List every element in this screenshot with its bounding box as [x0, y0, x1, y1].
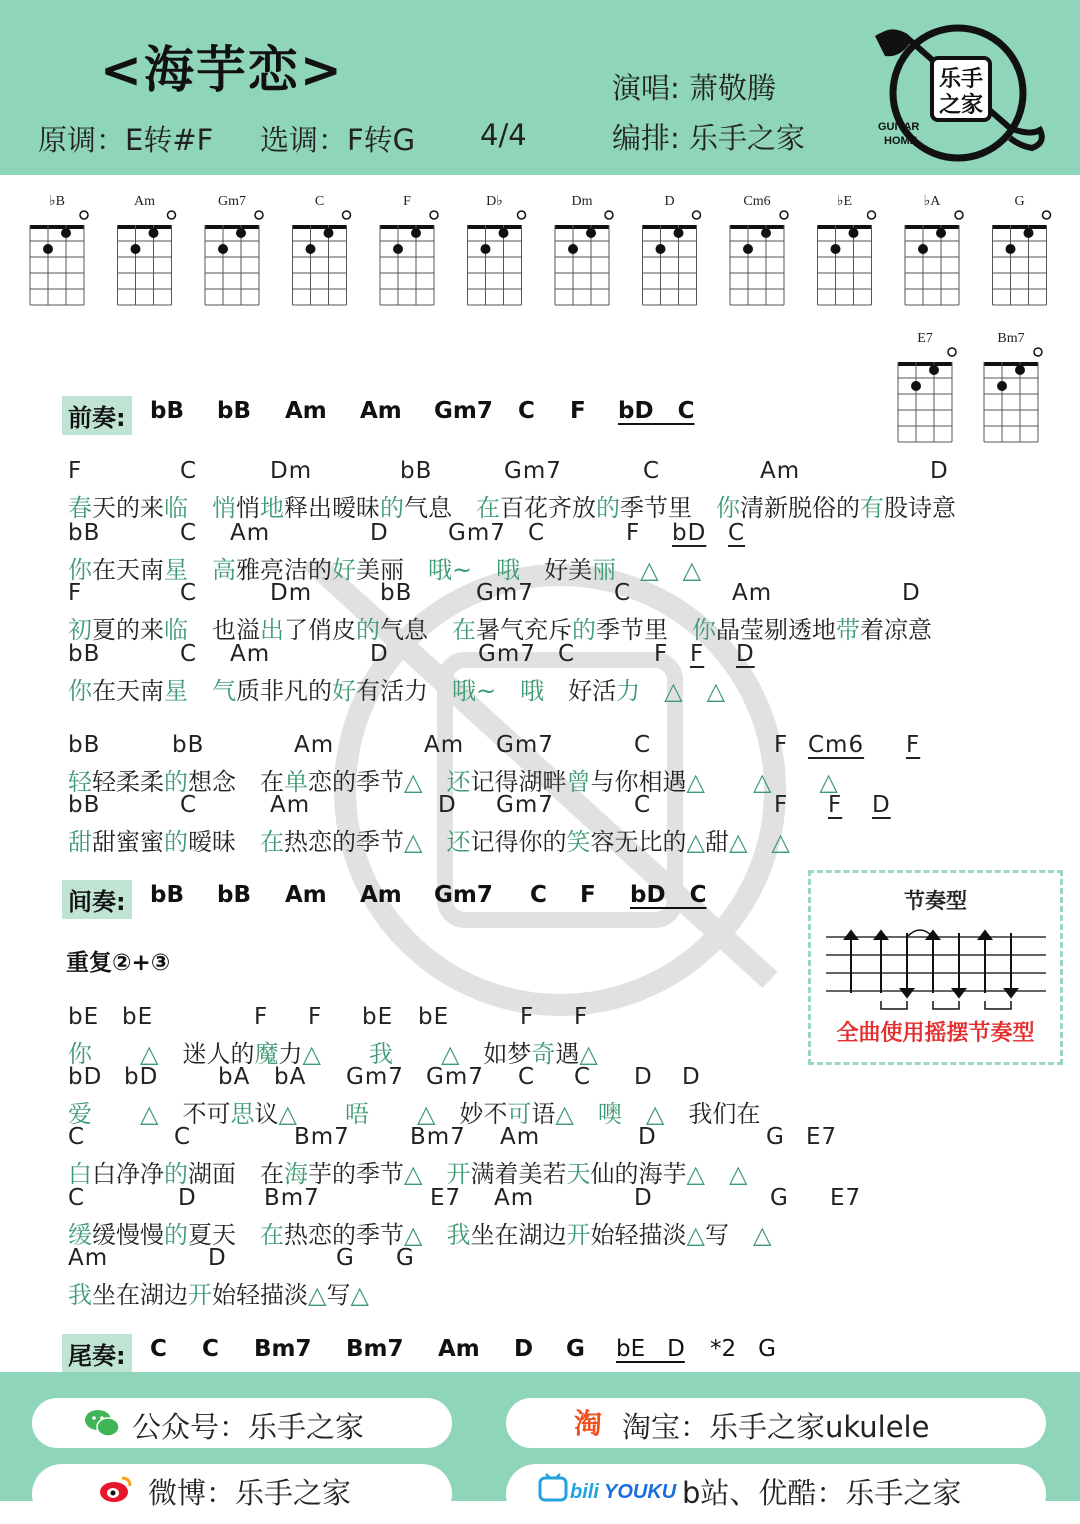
chord-diagram — [293, 194, 351, 305]
interlude-chord: F — [580, 882, 596, 908]
interlude-chord: Am — [285, 882, 327, 908]
arranger: 编排: 乐手之家 — [612, 121, 805, 155]
chord-name: Am — [134, 194, 155, 209]
original-key: 原调：E转#F — [38, 123, 214, 157]
singer: 演唱: 萧敬腾 — [612, 71, 776, 105]
lyric-line: 白白净净的湖面 在海芋的季节△ 开满着美若天仙的海芋△ △ — [68, 1160, 748, 1188]
chord-name: D♭ — [486, 194, 503, 209]
chord-diagram — [205, 194, 263, 305]
chord-diagram — [984, 331, 1042, 442]
guitar-home-logo-icon — [850, 18, 1050, 168]
interlude-chord-underlined: bD C — [630, 882, 707, 908]
lyric-line: 初夏的来临 也溢出了俏皮的气息 在暑气充斥的季节里 你晶莹剔透地带着凉意 — [68, 616, 932, 644]
outro-chord: Bm7 — [254, 1336, 312, 1362]
outro-chord: Bm7 — [346, 1336, 404, 1362]
wechat-icon — [84, 1408, 120, 1438]
chord-diagram — [555, 194, 613, 305]
interlude-chord: Gm7 — [434, 882, 493, 908]
youku-logo-text: YOUKU — [604, 1481, 677, 1503]
intro-chord: Am — [285, 398, 327, 424]
chord-diagram — [30, 194, 88, 305]
outro-label: 尾奏: — [62, 1334, 132, 1373]
chord-diagram — [118, 194, 176, 305]
svg-text:之家: 之家 — [938, 92, 984, 117]
chord-diagram — [468, 194, 526, 305]
chord-name: ♭B — [49, 194, 65, 209]
intro-chord-underlined: bD C — [618, 398, 695, 424]
lyric-line: 你在天南星 高雅亮洁的好美丽 哦~ 哦 好美丽 △ △ — [68, 556, 702, 584]
lyric-line: 甜甜蜜蜜的暧昧 在热恋的季节△ 还记得你的笑容无比的△甜△ △ — [68, 828, 790, 856]
lyric-line: 爱 △ 不可思议△ 唔 △ 妙不可语△ 噢 △ 我们在 — [68, 1100, 761, 1128]
bili-logo-text: bili — [570, 1481, 599, 1503]
intro-chord: bB — [217, 398, 251, 424]
interlude-chord: C — [530, 882, 547, 908]
chord-name: Gm7 — [218, 194, 246, 209]
intro-chord: bB — [150, 398, 184, 424]
weibo-pill — [32, 1464, 452, 1524]
chord-name: G — [1014, 194, 1025, 209]
chord-name: Cm6 — [743, 194, 771, 209]
outro-chord-underlined: bE D — [616, 1336, 685, 1362]
outro-chord: C — [202, 1336, 219, 1362]
taobao-icon — [574, 1407, 614, 1439]
lyric-line: 我坐在湖边开始轻描淡△写△ — [68, 1281, 369, 1309]
chord-name: Bm7 — [997, 331, 1025, 346]
svg-text:HOME: HOME — [884, 135, 917, 147]
chord-diagram — [380, 194, 438, 305]
lyric-line: 你 △ 迷人的魔力△ 我 △ 如梦奇遇△ — [68, 1040, 598, 1068]
chord-diagram — [993, 194, 1051, 305]
intro-chord: F — [570, 398, 586, 424]
lyric-line: 春天的来临 悄悄地释出暧昧的气息 在百花齐放的季节里 你清新脱俗的有股诗意 — [68, 494, 956, 522]
outro-chord: G — [566, 1336, 585, 1362]
chord-name: C — [314, 194, 325, 209]
time-signature: 4/4 — [480, 118, 527, 152]
chord-name: E7 — [917, 331, 933, 346]
intro-chord: C — [518, 398, 535, 424]
chord-name: F — [403, 194, 411, 209]
footer-banner — [0, 1372, 1080, 1510]
video-pill — [506, 1464, 1046, 1524]
lyric-line: 你在天南星 气质非凡的好有活力 哦~ 哦 好活力 △ △ — [68, 677, 726, 705]
taobao-pill — [506, 1398, 1046, 1448]
wechat-text: 公众号：乐手之家 — [132, 1410, 365, 1444]
taobao-text: 淘宝：乐手之家ukulele — [622, 1410, 930, 1444]
weibo-text: 微博：乐手之家 — [148, 1476, 352, 1510]
interlude-chord: Am — [360, 882, 402, 908]
interlude-label: 间奏: — [62, 880, 132, 919]
chord-diagram — [898, 331, 956, 442]
svg-text:GUITAR: GUITAR — [878, 121, 920, 133]
outro-repeat: *2 G — [710, 1336, 776, 1362]
chord-name: ♭A — [923, 194, 941, 209]
repeat-instruction: 重复②+③ — [66, 950, 171, 976]
rhythm-title: 节奏型 — [904, 889, 967, 913]
chord-diagram — [730, 194, 788, 305]
svg-text:淘: 淘 — [574, 1408, 603, 1439]
svg-text:乐手: 乐手 — [938, 66, 984, 91]
outro-chord: C — [150, 1336, 167, 1362]
interlude-chord: bB — [217, 882, 251, 908]
intro-chord: Gm7 — [434, 398, 493, 424]
strum-pattern-icon — [821, 923, 1051, 1013]
video-text: b站、优酷：乐手之家 — [682, 1476, 962, 1510]
chord-name: ♭E — [836, 194, 853, 209]
chord-name: Dm — [571, 194, 593, 209]
weibo-icon — [98, 1472, 134, 1504]
chord-diagram — [643, 194, 701, 305]
lyric-line: 缓缓慢慢的夏天 在热恋的季节△ 我坐在湖边开始轻描淡△写 △ — [68, 1221, 772, 1249]
chord-diagram — [905, 194, 963, 305]
chord-diagram — [818, 194, 876, 305]
outro-chord: Am — [438, 1336, 480, 1362]
rhythm-pattern-box — [808, 870, 1063, 1065]
outro-chord: D — [514, 1336, 534, 1362]
chord-name: D — [664, 194, 675, 209]
song-title: <海芋恋> — [100, 41, 344, 99]
wechat-pill — [32, 1398, 452, 1448]
interlude-chord: bB — [150, 882, 184, 908]
intro-chord: Am — [360, 398, 402, 424]
chosen-key: 选调：F转G — [260, 123, 416, 157]
intro-label: 前奏: — [62, 396, 132, 435]
lyric-line: 轻轻柔柔的想念 在单恋的季节△ 还记得湖畔曾与你相遇△ △ △ — [68, 768, 838, 796]
rhythm-note: 全曲使用摇摆节奏型 — [836, 1021, 1035, 1046]
